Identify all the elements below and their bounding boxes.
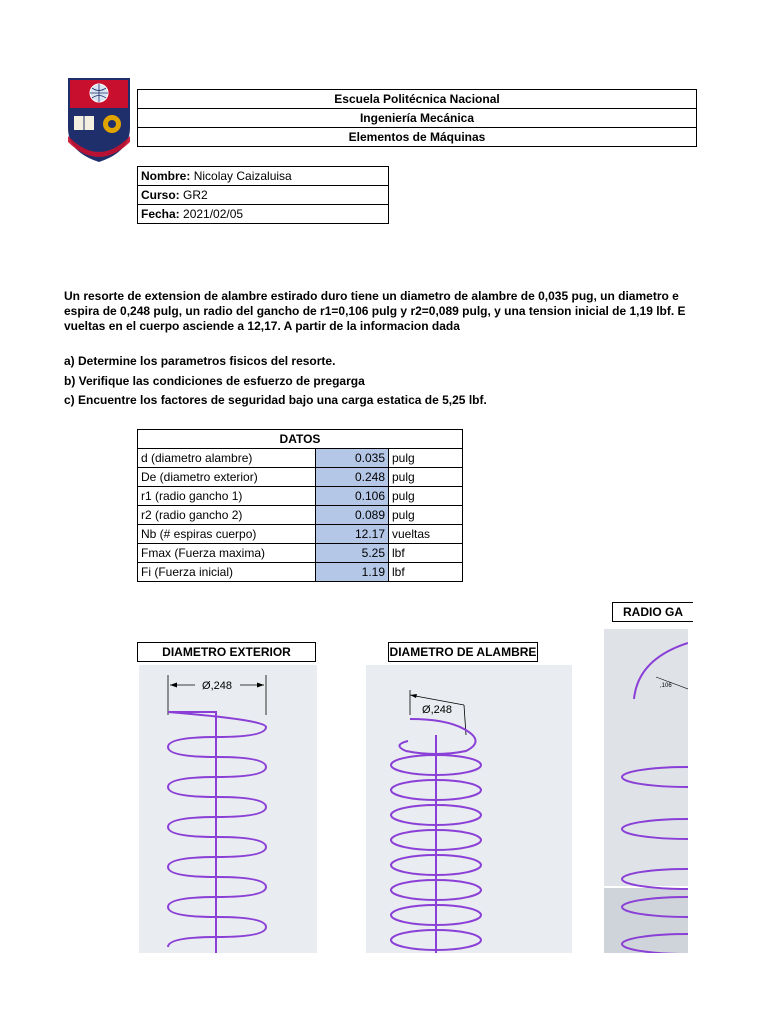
datos-name: d (diametro alambre) [138,449,316,468]
table-row [138,487,463,506]
datos-name: De (diametro exterior) [138,468,316,487]
outer-diameter-figure [139,665,317,953]
name-value: Nicolay Caizaluisa [193,169,292,183]
hook-radius-caption: RADIO GA [612,602,693,622]
wire-diameter-dimension: Ø,248 [422,704,452,716]
hook-radius-figure [604,629,688,953]
spring-drawing [366,665,572,953]
datos-name: r2 (radio gancho 2) [138,506,316,525]
name-cell [138,167,389,186]
datos-value: 1.19 [316,563,389,582]
problem-line-2: espira de 0,248 pulg, un radio del gancho de r1=0,106 pulg y r2=0,089 pulg, y una tension inicial de 1,19 lbf. E [64,304,686,318]
datos-unit: pulg [389,449,463,468]
hook-radius-dimension: ,106 [660,683,672,689]
datos-title: DATOS [138,430,463,449]
wire-diameter-figure [366,665,572,953]
outer-diameter-caption: DIAMETRO EXTERIOR [137,642,316,662]
date-cell [138,205,389,224]
table-row [138,525,463,544]
question-b: b) Verifique las condiciones de esfuerzo de pregarga [64,374,365,388]
school-logo [64,76,134,166]
table-row [138,506,463,525]
table-row [138,468,463,487]
course-cell [138,186,389,205]
date-value: 2021/02/05 [183,207,244,221]
datos-value: 0.035 [316,449,389,468]
datos-unit: vueltas [389,525,463,544]
datos-name: Fmax (Fuerza maxima) [138,544,316,563]
name-label: Nombre: [141,169,191,183]
datos-unit: lbf [389,563,463,582]
table-row [138,563,463,582]
outer-diameter-dimension: Ø,248 [202,680,232,692]
datos-value: 0.248 [316,468,389,487]
datos-name: r1 (radio gancho 1) [138,487,316,506]
datos-unit: pulg [389,487,463,506]
question-a: a) Determine los parametros fisicos del resorte. [64,354,336,368]
school-name: Escuela Politécnica Nacional [138,90,697,109]
datos-unit: pulg [389,468,463,487]
problem-line-1: Un resorte de extension de alambre estirado duro tiene un diametro de alambre de 0,035 pug, un diametro e [64,289,679,303]
course-name: Elementos de Máquinas [138,128,697,147]
course-label: Curso: [141,188,180,202]
datos-unit: pulg [389,506,463,525]
datos-value: 5.25 [316,544,389,563]
datos-value: 0.106 [316,487,389,506]
student-info-table [137,166,389,224]
datos-unit: lbf [389,544,463,563]
problem-line-3: vueltas en el cuerpo asciende a 12,17. A partir de la informacion dada [64,319,460,333]
datos-name: Nb (# espiras cuerpo) [138,525,316,544]
datos-name: Fi (Fuerza inicial) [138,563,316,582]
datos-value: 12.17 [316,525,389,544]
datos-value: 0.089 [316,506,389,525]
date-label: Fecha: [141,207,180,221]
datos-table [137,429,463,582]
problem-statement [64,289,704,334]
department-name: Ingeniería Mecánica [138,109,697,128]
wire-diameter-caption: DIAMETRO DE ALAMBRE [388,642,538,662]
table-row [138,544,463,563]
spring-drawing [139,665,317,953]
question-c: c) Encuentre los factores de seguridad bajo una carga estatica de 5,25 lbf. [64,393,487,407]
header-table [137,89,697,147]
spring-drawing [604,629,688,953]
course-value: GR2 [183,188,208,202]
table-row [138,449,463,468]
